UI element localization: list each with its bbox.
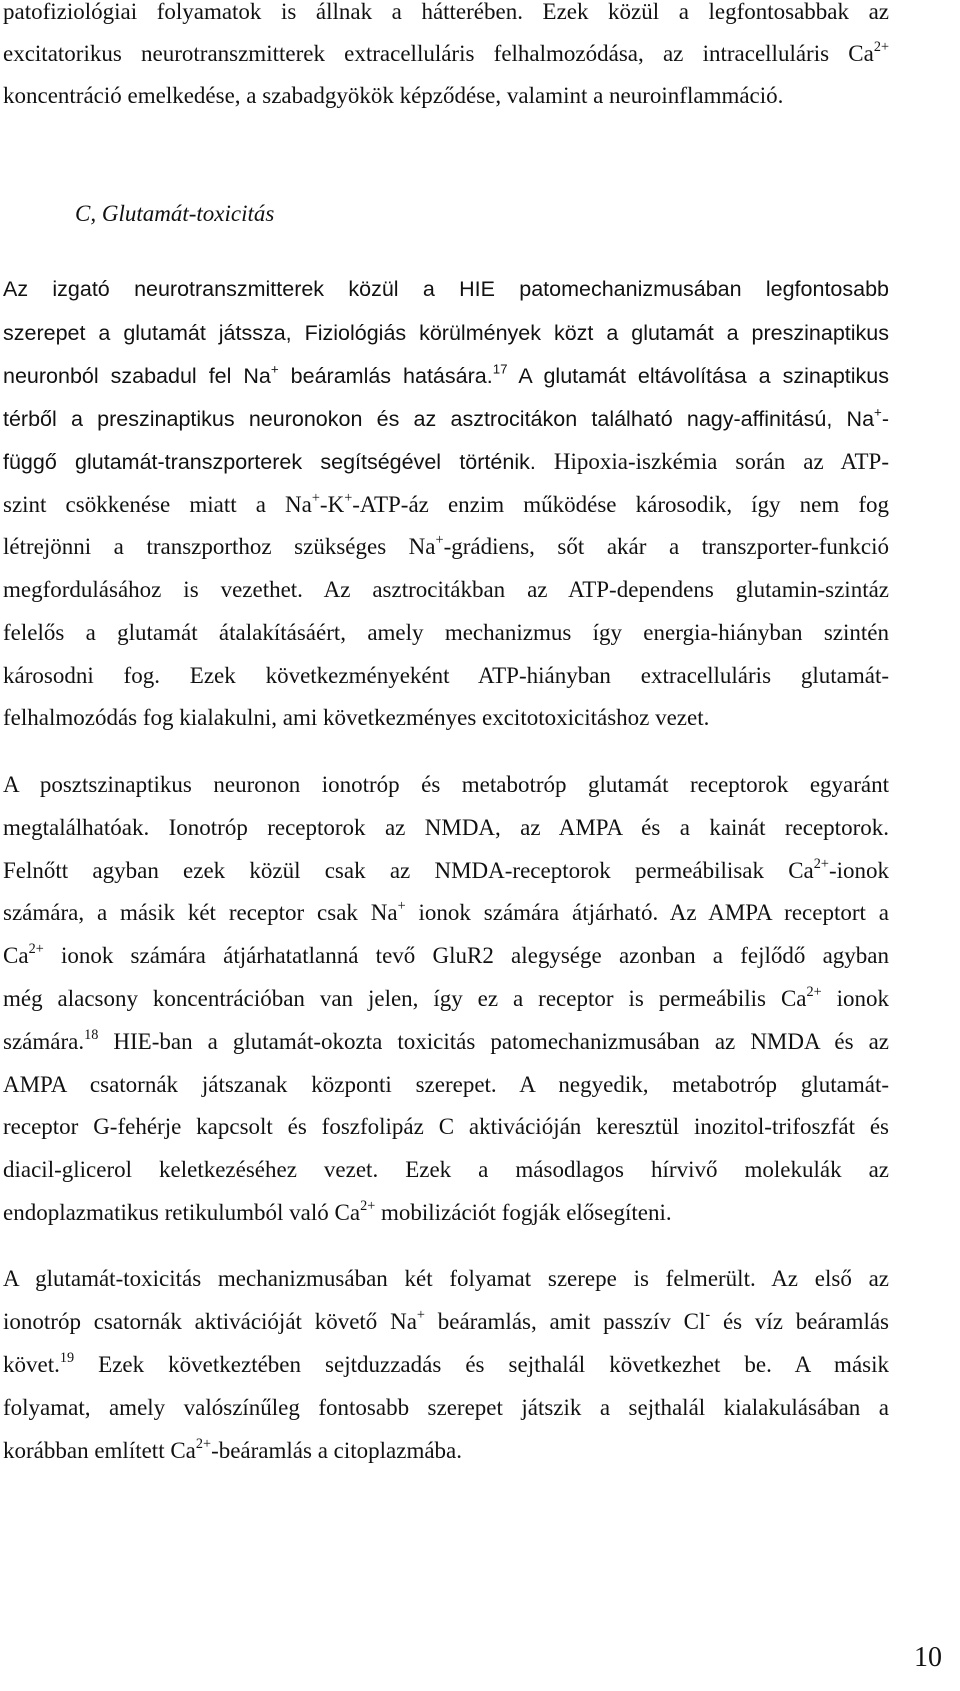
section-heading: C, Glutamát-toxicitás xyxy=(75,201,275,226)
paragraph-line: károsodni fog. Ezek következményeként ATP-hiányban extracelluláris glutamát- xyxy=(3,663,889,688)
paragraph-line: függő glutamát-transzporterek segítségével történik. Hipoxia-iszkémia során az ATP- xyxy=(3,449,890,474)
paragraph-line: receptor G-fehérje kapcsolt és foszfolipáz C aktivációján keresztül inozitol-trifoszfát és xyxy=(3,1114,889,1139)
paragraph-line: még alacsony koncentrációban van jelen, így ez a receptor is permeábilis $Ca^{2+}$ ionok xyxy=(3,984,889,1011)
paragraph-line: megfordulásához is vezethet. Az asztrocitákban az ATP-dependens glutamin-szintáz xyxy=(3,577,889,602)
paragraph-line: $Ca^{2+}$ ionok számára átjárhatatlanná tevő GluR2 alegysége azonban a fejlődő agyban xyxy=(3,941,889,968)
paragraph-line: A posztszinaptikus neuronon ionotróp és metabotróp glutamát receptorok egyaránt xyxy=(3,772,889,797)
paragraph-line: létrejönni a transzporthoz szükséges Na+-grádiens, sőt akár a transzporter-funkció xyxy=(3,532,889,559)
paragraph-line: felelős a glutamát átalakításáért, amely mechanizmus így energia-hiányban szintén xyxy=(3,620,889,645)
paragraph-line: számára.$^{18}$ HIE-ban a glutamát-okozta toxicitás patomechanizmusában az NMDA és az xyxy=(3,1027,889,1054)
intro-line: koncentráció emelkedése, a szabadgyökök képződése, valamint a neuroinflammáció. xyxy=(3,83,784,108)
paragraph-line: diacil-glicerol keletkezéséhez vezet. Ezek a másodlagos hírvivő molekulák az xyxy=(3,1157,889,1182)
paragraph-line: folyamat, amely valószínűleg fontosabb szerepet játszik a sejthalál kialakulásában a xyxy=(3,1395,889,1420)
paragraph-line: szint csökkenése miatt a Na+-K+-ATP-áz enzim működése károsodik, így nem fog xyxy=(3,490,889,517)
paragraph-line: korábban említett $Ca^{2+}$-beáramlás a citoplazmába. xyxy=(3,1436,463,1463)
intro-line: patofiziológiai folyamatok is állnak a hátterében. Ezek közül a legfontosabbak az xyxy=(3,0,889,24)
paragraph-line: endoplazmatikus retikulumból való $Ca^{2+}$ mobilizációt fogják elősegíteni. xyxy=(3,1198,672,1225)
paragraph-line: számára, a másik két receptor csak Na+ ionok számára átjárható. Az AMPA receptort a xyxy=(3,898,889,925)
intro-line: excitatorikus neurotranszmitterek extracelluláris felhalmozódása, az intracelluláris $Ca^{2+}$ xyxy=(3,39,889,66)
paragraph-line: A glutamát-toxicitás mechanizmusában két folyamat szerepe is felmerült. Az első az xyxy=(3,1266,889,1291)
paragraph-line: megtalálhatóak. Ionotróp receptorok az NMDA, az AMPA és a kainát receptorok. xyxy=(3,815,889,840)
page-number: 10 xyxy=(914,1642,942,1673)
paragraph-line: követ.$^{19}$ Ezek következtében sejtduzzadás és sejthalál következhet be. A másik xyxy=(3,1350,889,1377)
paragraph-line: neuronból szabadul fel Na+ beáramlás hatására.$^{17}$ A glutamát eltávolítása a szinaptikus xyxy=(3,361,889,388)
paragraph-line: Az izgató neurotranszmitterek közül a HIE patomechanizmusában legfontosabb xyxy=(3,277,889,301)
paragraph-line: szerepet a glutamát játssza, Fiziológiás körülmények közt a glutamát a preszinaptikus xyxy=(3,321,889,345)
paragraph-line: Felnőtt agyban ezek közül csak az NMDA-receptorok permeábilisak $Ca^{2+}$-ionok xyxy=(3,856,889,883)
paragraph-line: AMPA csatornák játszanak központi szerepet. A negyedik, metabotróp glutamát- xyxy=(3,1072,889,1097)
paragraph-line: térből a preszinaptikus neuronokon és az asztrocitákon található nagy-affinitású, Na+- xyxy=(3,404,889,431)
paragraph-line: felhalmozódás fog kialakulni, ami következményes excitotoxicitáshoz vezet. xyxy=(3,705,710,730)
paragraph-line: ionotróp csatornák aktivációját követő Na+ beáramlás, amit passzív Cl- és víz beáramlás xyxy=(3,1307,889,1334)
